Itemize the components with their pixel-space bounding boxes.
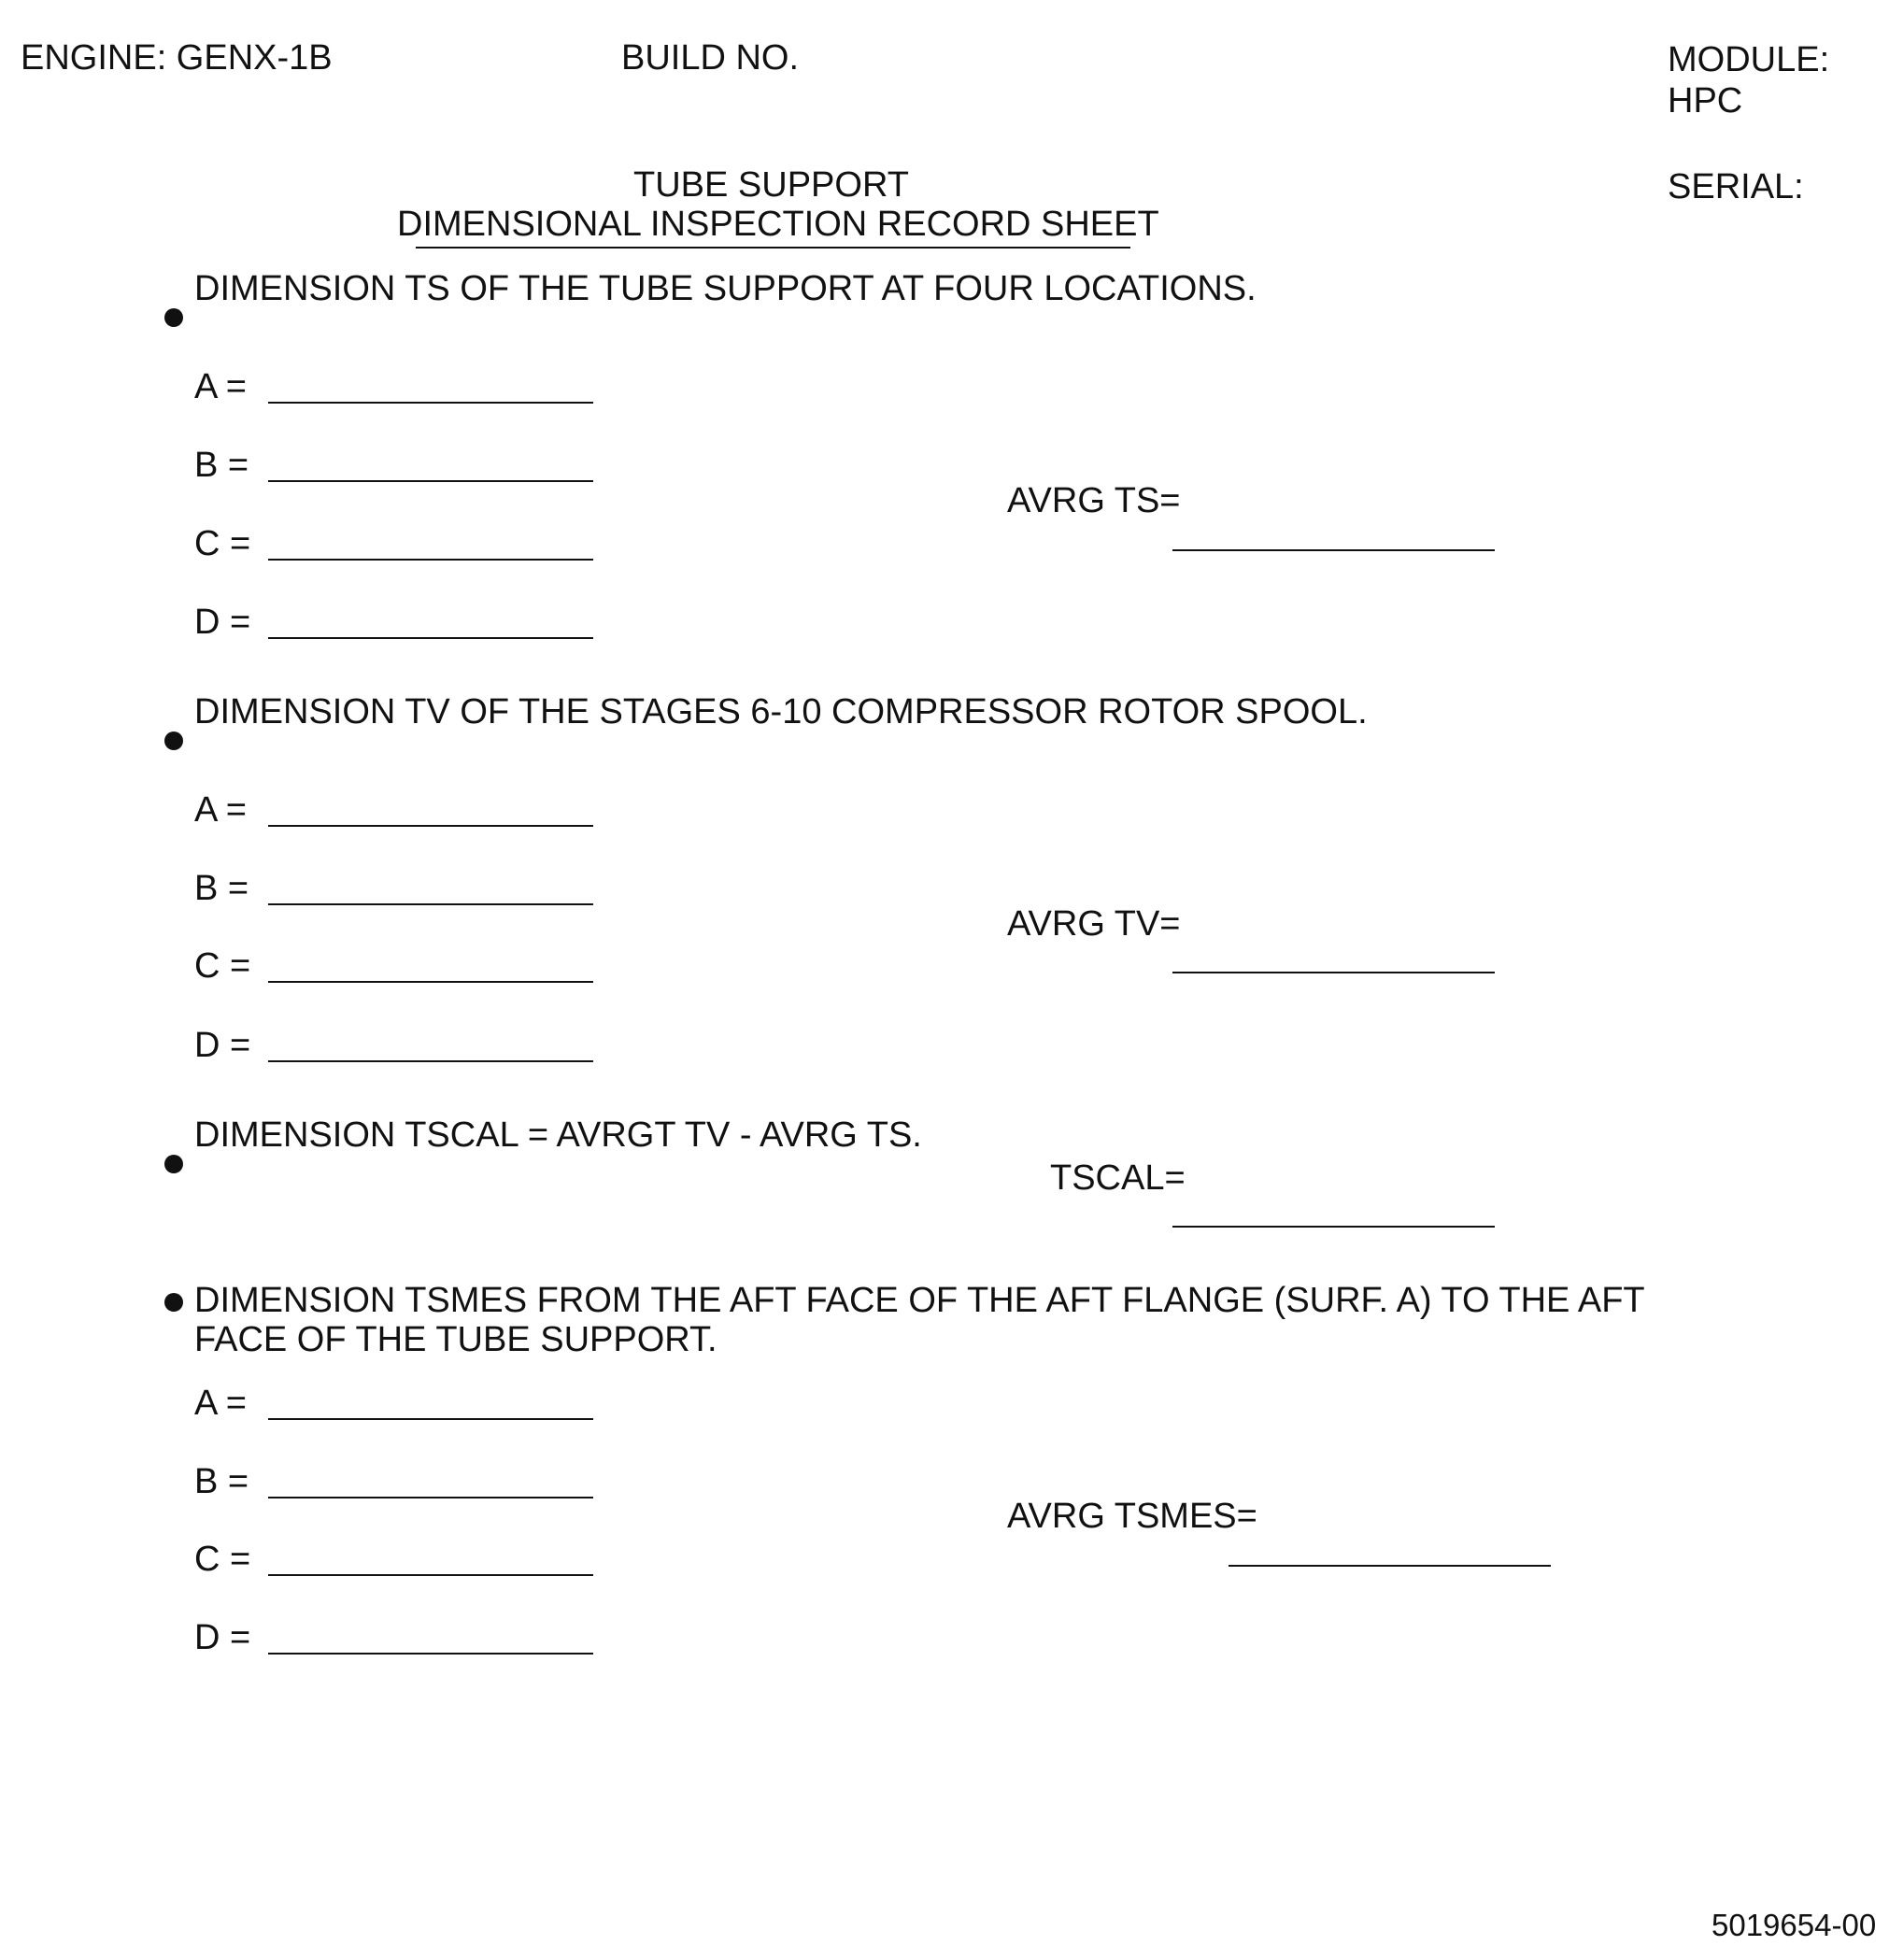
- tv-row-d-field[interactable]: [268, 1060, 593, 1062]
- tsmes-row-a-label: A =: [194, 1384, 247, 1423]
- tv-row-c-field[interactable]: [268, 981, 593, 983]
- tsmes-row-d-label: D =: [194, 1618, 251, 1657]
- avrg-tv-label: AVRG TV=: [1007, 904, 1181, 944]
- ts-row-d-label: D =: [194, 603, 251, 642]
- section-ts-text: DIMENSION TS OF THE TUBE SUPPORT AT FOUR LOCATIONS.: [194, 269, 1257, 308]
- bullet-icon: [164, 731, 183, 750]
- tv-row-d-label: D =: [194, 1026, 251, 1065]
- tv-row-a-label: A =: [194, 790, 247, 830]
- tv-row-c-label: C =: [194, 946, 251, 986]
- module-value: HPC: [1668, 81, 1743, 121]
- bullet-icon: [164, 1293, 183, 1312]
- ts-row-b-label: B =: [194, 446, 249, 485]
- section-tsmes-text-line-1: DIMENSION TSMES FROM THE AFT FACE OF THE AFT FLANGE (SURF. A) TO THE AFT: [194, 1281, 1645, 1320]
- ts-row-c-label: C =: [194, 524, 251, 563]
- title-underline: [416, 247, 1130, 249]
- tsmes-row-d-field[interactable]: [268, 1653, 593, 1655]
- bullet-icon: [164, 1155, 183, 1173]
- ts-row-a-field[interactable]: [268, 402, 593, 404]
- section-tv-text: DIMENSION TV OF THE STAGES 6-10 COMPRESSOR ROTOR SPOOL.: [194, 692, 1368, 731]
- avrg-ts-field[interactable]: [1172, 549, 1495, 551]
- ts-row-c-field[interactable]: [268, 559, 593, 561]
- tv-row-b-label: B =: [194, 869, 249, 908]
- avrg-tsmes-field[interactable]: [1229, 1565, 1551, 1567]
- section-tsmes-text-line-2: FACE OF THE TUBE SUPPORT.: [194, 1320, 717, 1359]
- ts-row-b-field[interactable]: [268, 480, 593, 482]
- section-tscal-text: DIMENSION TSCAL = AVRGT TV - AVRG TS.: [194, 1115, 922, 1155]
- avrg-tv-field[interactable]: [1172, 972, 1495, 973]
- avrg-tsmes-label: AVRG TSMES=: [1007, 1497, 1257, 1536]
- tsmes-row-c-field[interactable]: [268, 1574, 593, 1576]
- serial-label: SERIAL:: [1668, 167, 1804, 206]
- tv-row-a-field[interactable]: [268, 825, 593, 827]
- ts-row-a-label: A =: [194, 367, 247, 406]
- bullet-icon: [164, 308, 183, 327]
- title-line-2: DIMENSIONAL INSPECTION RECORD SHEET: [397, 205, 1159, 244]
- engine-label: ENGINE: GENX-1B: [21, 38, 333, 78]
- avrg-ts-label: AVRG TS=: [1007, 481, 1181, 520]
- tsmes-row-b-field[interactable]: [268, 1497, 593, 1498]
- build-no-label: BUILD NO.: [621, 38, 800, 78]
- title-line-1: TUBE SUPPORT: [633, 165, 909, 205]
- module-label: MODULE:: [1668, 40, 1830, 79]
- tsmes-row-b-label: B =: [194, 1462, 249, 1501]
- tscal-label: TSCAL=: [1050, 1158, 1186, 1198]
- figure-number: 5019654-00: [1711, 1908, 1877, 1942]
- tsmes-row-a-field[interactable]: [268, 1418, 593, 1420]
- tsmes-row-c-label: C =: [194, 1540, 251, 1579]
- ts-row-d-field[interactable]: [268, 637, 593, 639]
- tscal-field[interactable]: [1172, 1226, 1495, 1228]
- tv-row-b-field[interactable]: [268, 903, 593, 905]
